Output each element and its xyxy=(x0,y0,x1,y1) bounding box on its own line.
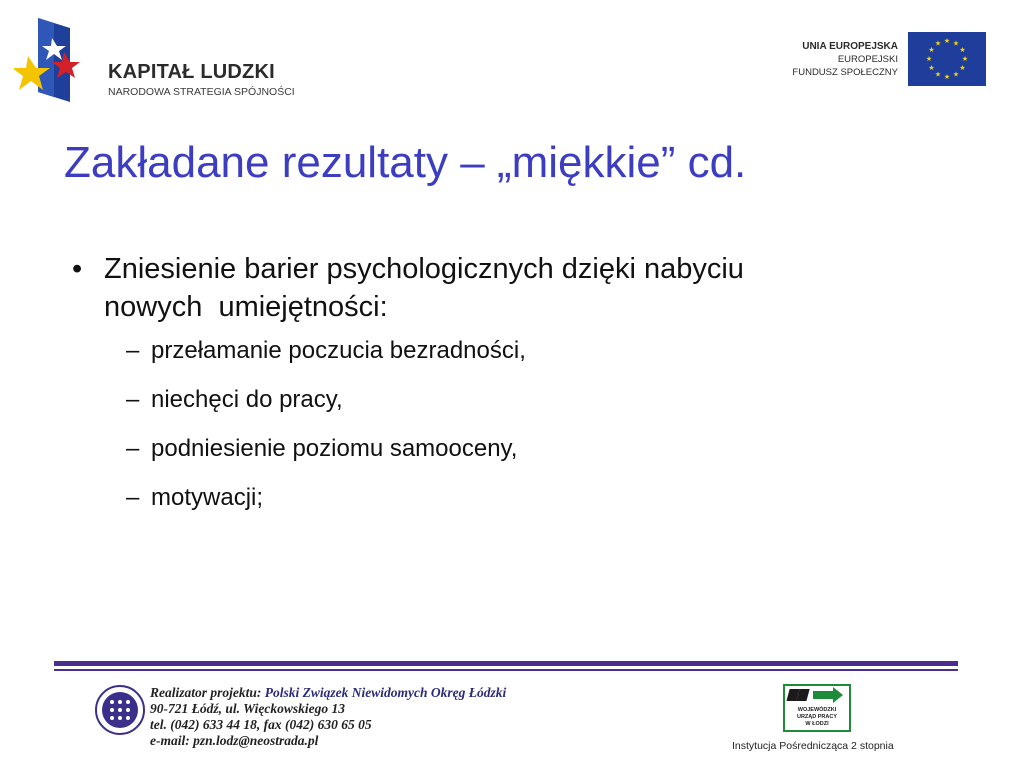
sub-bullet-list xyxy=(72,334,952,515)
footer-email[interactable]: e-mail: pzn.lodz@neostrada.pl xyxy=(150,733,319,748)
bullet-text-line1: Zniesienie barier psychologicznych dzięki nabyciu xyxy=(104,253,744,285)
kapital-ludzki-subtitle: NARODOWA STRATEGIA SPÓJNOŚCI xyxy=(108,86,295,98)
realizer-org: Polski Związek Niewidomych Okręg Łódzki xyxy=(264,685,507,700)
sub-bullet-text: przełamanie poczucia bezradności, xyxy=(151,337,526,364)
realizer-line xyxy=(150,685,506,701)
kapital-ludzki-logo xyxy=(14,16,295,108)
svg-text:★: ★ xyxy=(943,37,951,45)
footer-address: 90-721 Łódź, ul. Więckowskiego 13 xyxy=(150,701,345,716)
footer-divider-thick xyxy=(54,661,958,666)
svg-text:★: ★ xyxy=(934,70,942,79)
wup-logo xyxy=(783,684,851,732)
sub-bullet-marker: – xyxy=(126,435,140,462)
bullet-marker: • xyxy=(72,253,83,285)
sub-bullet-item xyxy=(72,383,952,417)
bullet-item xyxy=(72,250,952,326)
sub-bullet-marker: – xyxy=(126,386,140,413)
institution-caption: Instytucja Pośrednicząca 2 stopnia xyxy=(732,740,894,752)
sub-bullet-marker: – xyxy=(126,484,140,511)
eu-flag-icon xyxy=(908,32,986,86)
wup-logo-line2: URZĄD PRACY xyxy=(796,714,838,720)
sub-bullet-text: motywacji; xyxy=(151,484,264,511)
sub-bullet-text: podniesienie poziomu samooceny, xyxy=(151,435,518,462)
wup-logo-line1: WOJEWÓDZKI xyxy=(797,707,837,713)
svg-text:★: ★ xyxy=(959,46,966,54)
eu-logo xyxy=(770,32,988,88)
wup-logo-line3: W ŁODZI xyxy=(805,721,829,727)
svg-text:★: ★ xyxy=(928,46,935,54)
sub-bullet-item xyxy=(72,432,952,466)
kapital-ludzki-title: KAPITAŁ LUDZKI xyxy=(108,61,275,83)
svg-text:★: ★ xyxy=(934,39,942,48)
eu-logo-line1: UNIA EUROPEJSKA xyxy=(802,41,898,52)
svg-text:★: ★ xyxy=(952,70,960,79)
footer-phone: tel. (042) 633 44 18, fax (042) 630 65 05 xyxy=(150,717,372,732)
footer-contact xyxy=(150,685,506,749)
svg-text:★: ★ xyxy=(959,64,966,72)
svg-text:★: ★ xyxy=(952,39,960,48)
sub-bullet-item xyxy=(72,481,952,515)
sub-bullet-text: niechęci do pracy, xyxy=(151,386,343,413)
svg-text:★: ★ xyxy=(961,55,969,63)
pzn-logo-icon xyxy=(94,684,146,736)
svg-text:★: ★ xyxy=(928,64,935,72)
slide-content xyxy=(72,250,952,530)
sub-bullet-marker: – xyxy=(126,337,140,364)
eu-logo-line2: EUROPEJSKI xyxy=(837,54,898,65)
slide-title: Zakładane rezultaty – „miękkie” cd. xyxy=(64,138,747,187)
eu-logo-text xyxy=(792,40,898,79)
footer-divider-thin xyxy=(54,669,958,671)
sub-bullet-item xyxy=(72,334,952,368)
kapital-ludzki-emblem-icon xyxy=(14,16,94,108)
eu-logo-line3: FUNDUSZ SPOŁECZNY xyxy=(792,67,898,78)
realizer-label: Realizator projektu: xyxy=(150,685,262,700)
svg-text:★: ★ xyxy=(925,55,933,63)
svg-text:★: ★ xyxy=(943,73,951,81)
bullet-text-line2: nowych umiejętności: xyxy=(104,291,388,323)
